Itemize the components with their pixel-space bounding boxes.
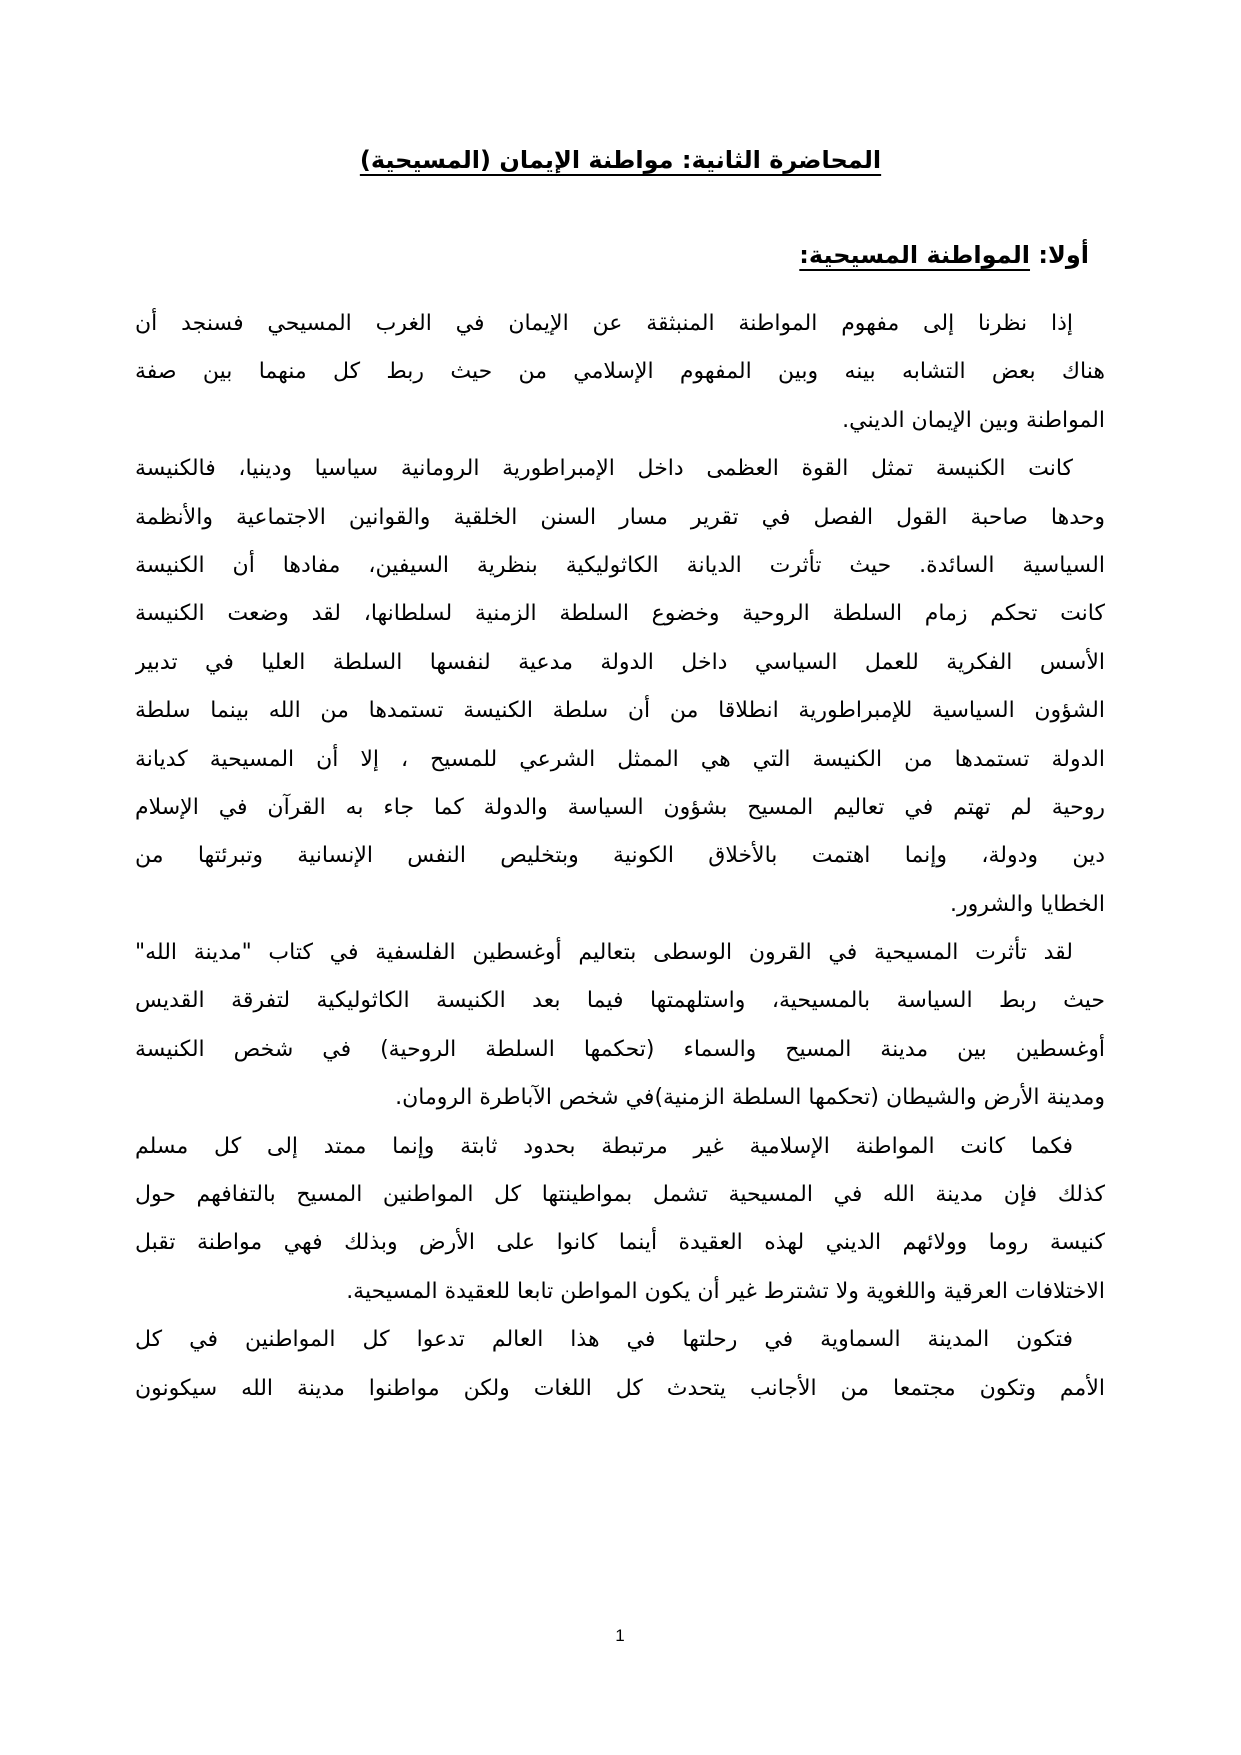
- text-line: كانت الكنيسة تمثل القوة العظمى داخل الإمبراطورية الرومانية سياسيا ودينيا، فالكنيسة: [135, 456, 1073, 482]
- text-line: الأمم وتكون مجتمعا من الأجانب يتحدث كل اللغات ولكن مواطنوا مدينة الله سيكونون: [135, 1375, 1105, 1401]
- section-number: أولا:: [1038, 241, 1089, 269]
- text-line: الأسس الفكرية للعمل السياسي داخل الدولة مدعية لنفسها السلطة العليا في تدبير: [135, 649, 1105, 675]
- text-line: كنيسة روما وولائهم الديني لهذه العقيدة أينما كانوا على الأرض وبذلك فهي مواطنة تقبل: [135, 1230, 1105, 1256]
- text-line: الدولة تستمدها من الكنيسة التي هي الممثل الشرعي للمسيح ، إلا أن المسيحية كديانة: [135, 746, 1105, 772]
- text-line: السياسية السائدة. حيث تأثرت الديانة الكاثوليكية بنظرية السيفين، مفادها أن الكنيسة: [135, 552, 1105, 578]
- page-number: 1: [615, 1626, 625, 1645]
- text-line: ومدينة الأرض والشيطان (تحكمها السلطة الزمنية)في شخص الآباطرة الرومان.: [395, 1085, 1105, 1111]
- text-line: إذا نظرنا إلى مفهوم المواطنة المنبثقة عن الإيمان في الغرب المسيحي فسنجد أن: [135, 311, 1073, 336]
- text-line: فتكون المدينة السماوية في رحلتها في هذا العالم تدعوا كل المواطنين في كل: [135, 1327, 1073, 1353]
- text-line: فكما كانت المواطنة الإسلامية غير مرتبطة بحدود ثابتة وإنما ممتد إلى كل مسلم: [135, 1133, 1073, 1159]
- text-line: لقد تأثرت المسيحية في القرون الوسطى بتعاليم أوغسطين الفلسفية في كتاب "مدينة الله": [135, 940, 1073, 966]
- lecture-title: [150, 140, 1091, 180]
- lecture-title-text: المحاضرة الثانية: مواطنة الإيمان (المسيحية): [359, 146, 882, 174]
- body-text: [135, 300, 1105, 1413]
- text-line: الخطايا والشرور.: [949, 891, 1105, 917]
- section-heading: [799, 235, 1089, 275]
- text-line: الشؤون السياسية للإمبراطورية انطلاقا من أن سلطة الكنيسة تستمدها من الله بينما سلطة: [135, 698, 1105, 724]
- text-line: كانت تحكم زمام السلطة الروحية وخضوع السلطة الزمنية لسلطانها، لقد وضعت الكنيسة: [135, 601, 1105, 627]
- text-line: أوغسطين بين مدينة المسيح والسماء (تحكمها السلطة الروحية) في شخص الكنيسة: [135, 1036, 1105, 1062]
- text-line: هناك بعض التشابه بينه وبين المفهوم الإسلامي من حيث ربط كل منهما بين صفة: [135, 359, 1105, 385]
- text-line: كذلك فإن مدينة الله في المسيحية تشمل بمواطينتها كل المواطنين المسيح بالتفافهم حول: [135, 1182, 1105, 1208]
- text-line: المواطنة وبين الإيمان الديني.: [842, 407, 1105, 433]
- section-heading-text: المواطنة المسيحية:: [799, 241, 1031, 269]
- text-line: الاختلافات العرقية واللغوية ولا تشترط غير أن يكون المواطن تابعا للعقيدة المسيحية.: [346, 1278, 1105, 1304]
- text-line: دين ودولة، وإنما اهتمت بالأخلاق الكونية وبتخليص النفس الإنسانية وتبرئتها من: [135, 843, 1105, 869]
- text-line: وحدها صاحبة القول الفصل في تقرير مسار السنن الخلقية والقوانين الاجتماعية والأنظمة: [135, 504, 1105, 530]
- text-line: حيث ربط السياسة بالمسيحية، واستلهمتها فيما بعد الكنيسة الكاثوليكية لتفرقة القديس: [135, 988, 1105, 1014]
- text-line: روحية لم تهتم في تعاليم المسيح بشؤون السياسة والدولة كما جاء به القرآن في الإسلام: [135, 794, 1105, 820]
